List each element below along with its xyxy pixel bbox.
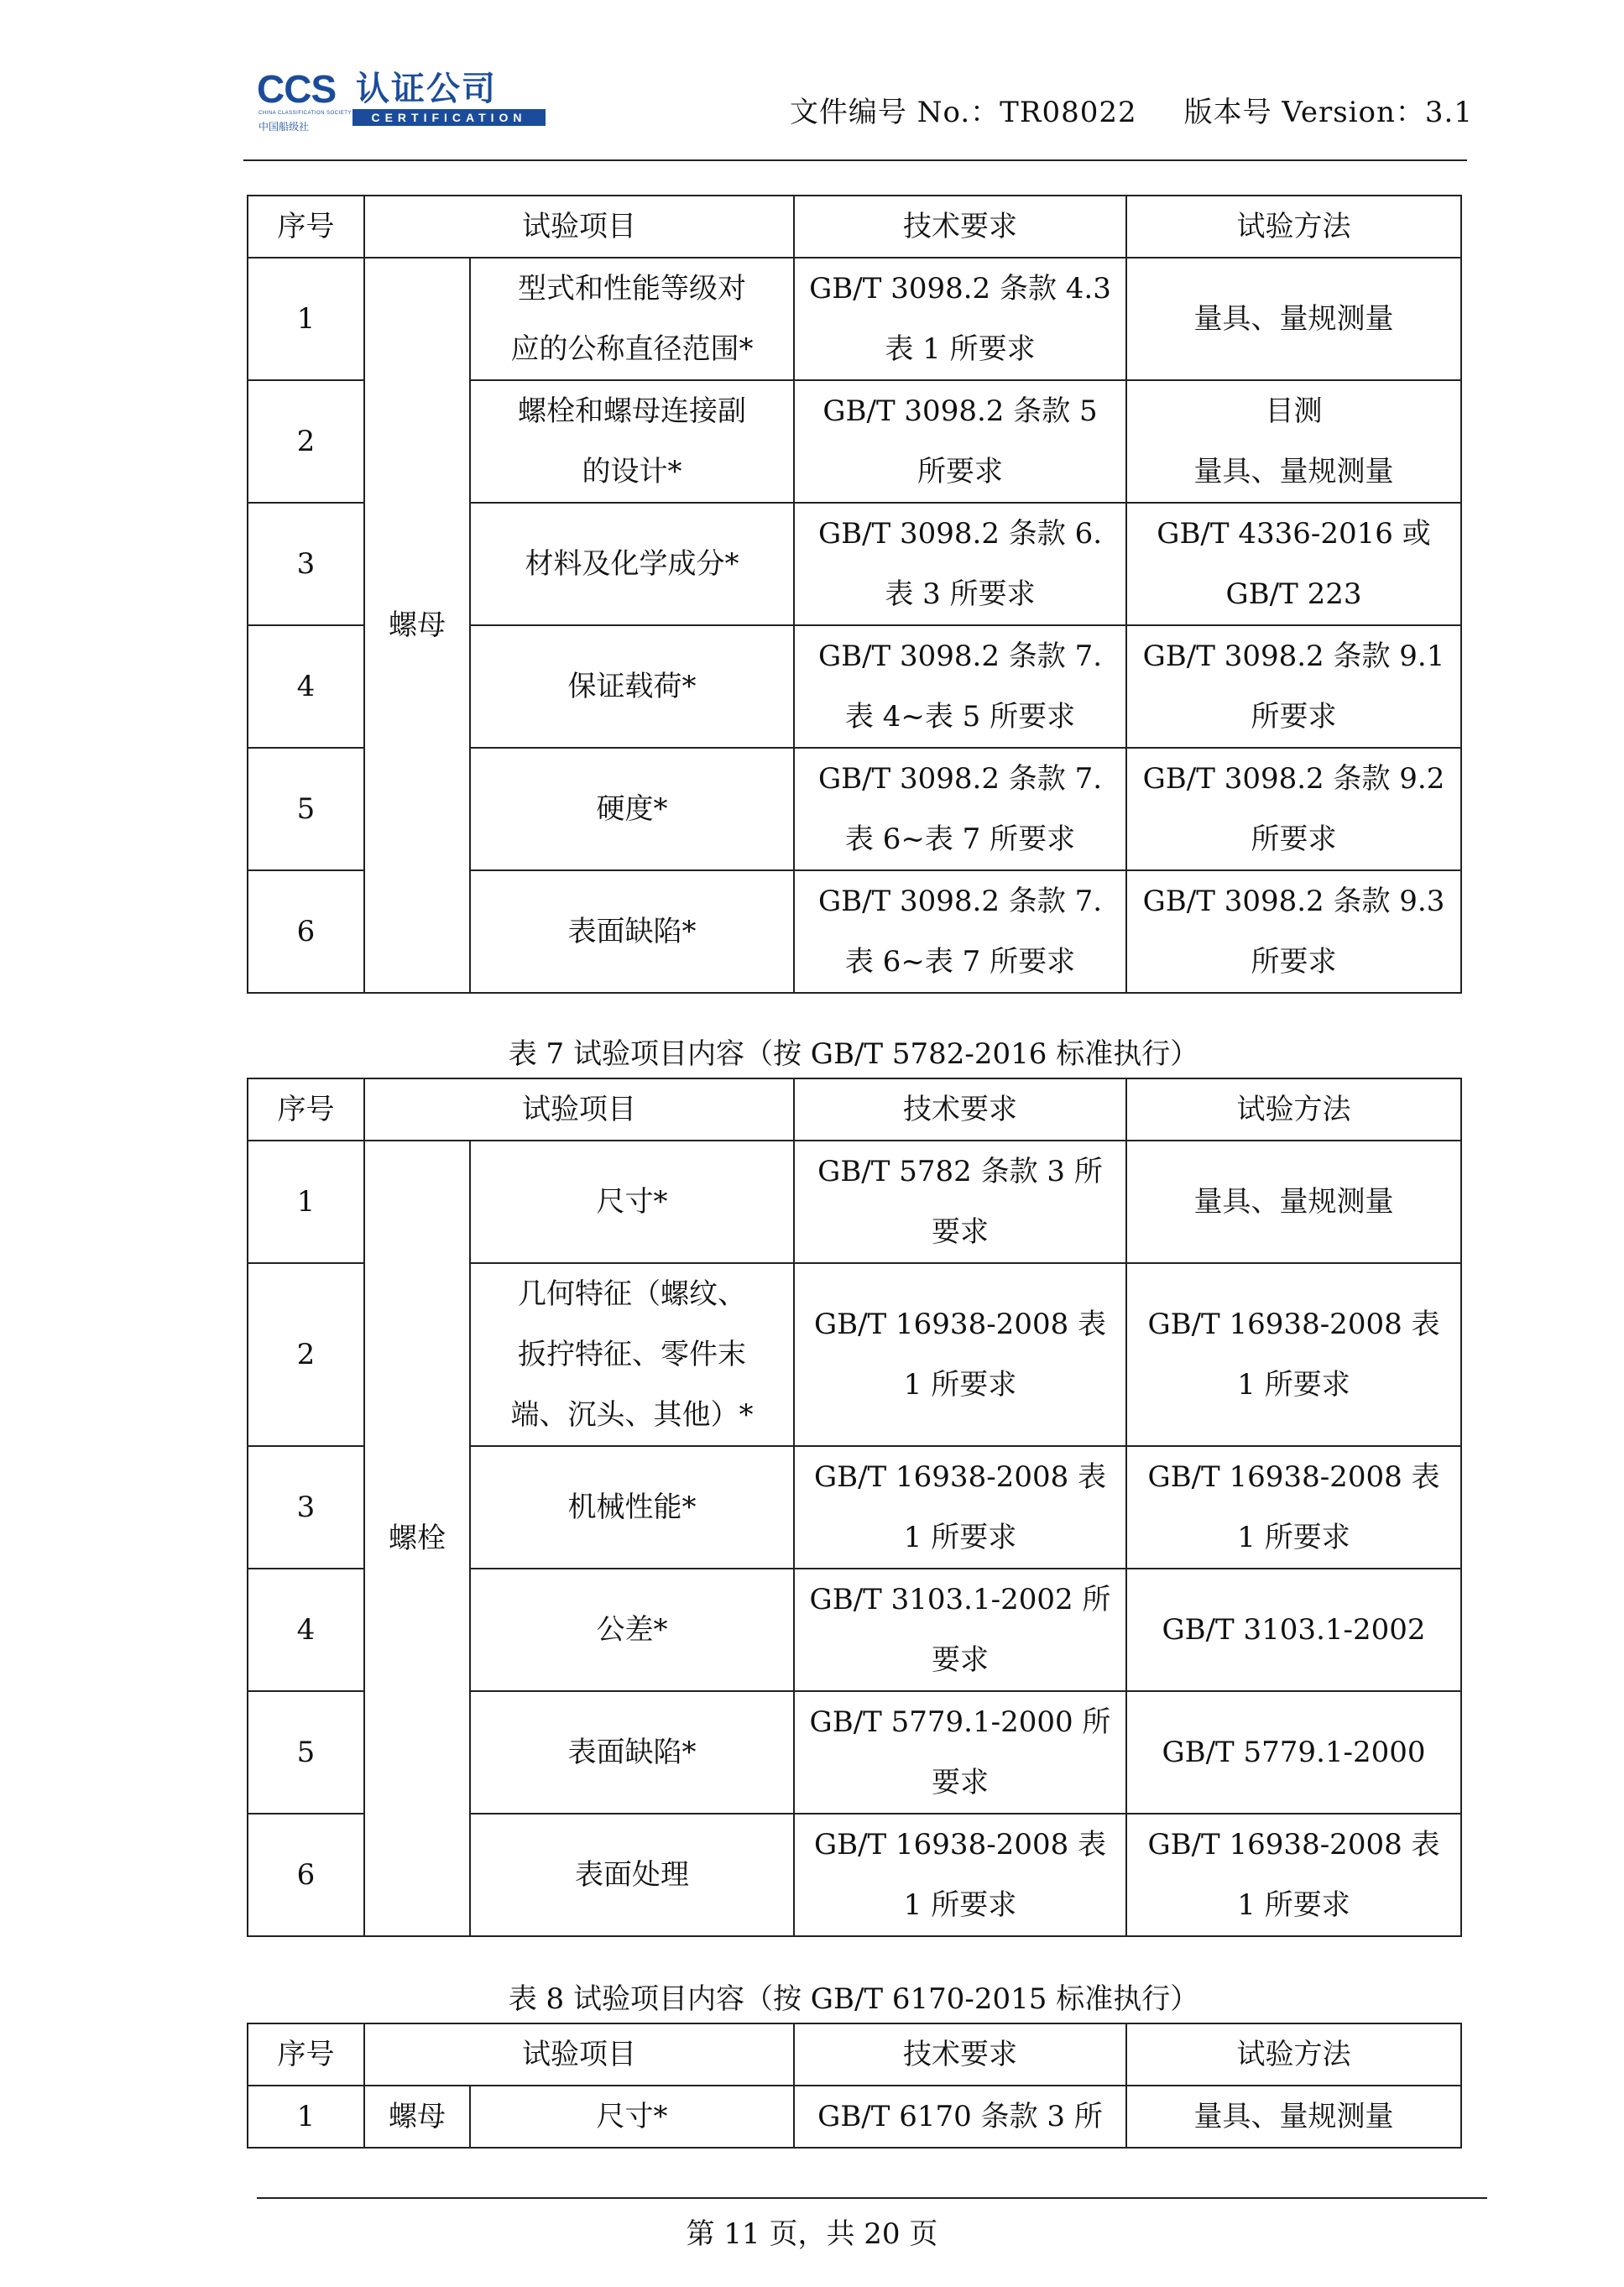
cell-method — [1126, 748, 1461, 870]
cell-method — [1126, 870, 1461, 993]
cell-line: 保证载荷* — [567, 670, 697, 703]
cell-method — [1126, 1691, 1461, 1814]
cell-item — [470, 258, 794, 380]
cell-method — [1126, 1814, 1461, 1936]
cell-line: 螺栓和螺母连接副 — [518, 394, 746, 428]
header-item: 试验项目 — [364, 2023, 794, 2086]
cell-seq: 5 — [248, 1691, 364, 1814]
header-method: 试验方法 — [1126, 196, 1461, 258]
cell-line: GB/T 5779.1-2000 — [1162, 1736, 1426, 1769]
cell-line: GB/T 16938-2008 表 — [1147, 1460, 1440, 1494]
cell-seq: 6 — [248, 1814, 364, 1936]
cell-line: GB/T 3103.1-2002 所 — [809, 1583, 1111, 1616]
cell-item — [470, 1141, 794, 1263]
cell-line: 端、沉头、其他）* — [510, 1398, 754, 1432]
cell-tech — [794, 1263, 1126, 1446]
cell-line: GB/T 3098.2 条款 6. — [817, 517, 1103, 551]
cell-item — [470, 1691, 794, 1814]
cell-seq: 6 — [248, 870, 364, 993]
cell-item — [470, 870, 794, 993]
header-seq: 序号 — [248, 1078, 364, 1141]
cell-line: 要求 — [932, 1643, 989, 1677]
cell-line: 要求 — [932, 1766, 989, 1799]
cell-item — [470, 2086, 794, 2148]
header-method: 试验方法 — [1126, 2023, 1461, 2086]
cell-line: GB/T 3098.2 条款 7. — [817, 640, 1103, 673]
document-header — [790, 89, 1473, 130]
cell-line: 表 6~表 7 所要求 — [844, 945, 1076, 979]
cell-line: 1 所要求 — [903, 1521, 1017, 1554]
cell-line: 所要求 — [1251, 945, 1337, 979]
cell-line: 目测 — [1265, 394, 1323, 428]
cell-line: 1 所要求 — [1237, 1888, 1350, 1922]
header-seq: 序号 — [248, 2023, 364, 2086]
cell-line: 1 所要求 — [903, 1888, 1017, 1922]
cell-group: 螺母 — [364, 258, 470, 993]
logo-cn-text: 认证公司 — [356, 70, 497, 108]
cell-line: GB/T 3098.2 条款 4.3 — [809, 272, 1111, 305]
cell-seq: 4 — [248, 1569, 364, 1691]
cell-tech — [794, 503, 1126, 625]
table-header-row — [248, 2023, 1461, 2086]
header-tech: 技术要求 — [794, 2023, 1126, 2086]
cell-tech — [794, 1446, 1126, 1569]
cell-tech — [794, 1141, 1126, 1263]
cell-tech — [794, 1691, 1126, 1814]
cell-line: GB/T 16938-2008 表 — [813, 1308, 1107, 1341]
cell-line: 扳拧特征、零件末 — [518, 1338, 746, 1371]
cell-tech — [794, 625, 1126, 748]
table-row — [248, 2086, 1461, 2148]
cell-seq: 2 — [248, 380, 364, 503]
table8-caption: 表 8 试验项目内容（按 GB/T 6170-2015 标准执行） — [508, 1982, 1199, 2016]
document-version: 版本号 Version：3.1 — [1183, 96, 1473, 129]
cell-tech — [794, 258, 1126, 380]
cell-line: GB/T 16938-2008 表 — [1147, 1308, 1440, 1341]
cell-item — [470, 1263, 794, 1446]
cell-line: 表面缺陷* — [567, 915, 697, 948]
cell-item — [470, 503, 794, 625]
cell-item — [470, 1569, 794, 1691]
cell-line: 要求 — [932, 1215, 989, 1249]
document-number: 文件编号 No.：TR08022 — [789, 96, 1137, 129]
cell-seq: 4 — [248, 625, 364, 748]
footer-rule — [257, 2197, 1487, 2199]
cell-line: GB/T 223 — [1225, 577, 1362, 611]
cell-line: 量具、量规测量 — [1193, 1185, 1394, 1219]
cell-line: GB/T 6170 条款 3 所 — [817, 2100, 1103, 2133]
cell-line: 1 所要求 — [903, 1368, 1017, 1402]
cell-item — [470, 380, 794, 503]
logo-ccs-text: CCS — [257, 67, 337, 111]
table7-caption: 表 7 试验项目内容（按 GB/T 5782-2016 标准执行） — [508, 1037, 1199, 1071]
ccs-logo — [257, 67, 546, 133]
cell-line: 所要求 — [1251, 822, 1337, 856]
cell-line: 表面处理 — [575, 1858, 689, 1892]
page-number: 第 11 页，共 20 页 — [686, 2217, 938, 2251]
cell-line: 表 6~表 7 所要求 — [844, 822, 1076, 856]
cell-item — [470, 1814, 794, 1936]
cell-method — [1126, 625, 1461, 748]
logo-certification-bar: CERTIFICATION — [352, 109, 546, 126]
cell-line: GB/T 3098.2 条款 9.1 — [1142, 640, 1445, 673]
cell-method — [1126, 1141, 1461, 1263]
cell-method — [1126, 1263, 1461, 1446]
cell-line: GB/T 4336-2016 或 — [1157, 517, 1431, 551]
cell-line: 型式和性能等级对 — [518, 272, 746, 305]
cell-line: 表 4~表 5 所要求 — [844, 700, 1076, 734]
cell-seq: 1 — [248, 258, 364, 380]
cell-group: 螺母 — [364, 2086, 470, 2148]
logo-society-text: CHINA CLASSIFICATION SOCIETY — [258, 111, 352, 116]
cell-line: GB/T 5782 条款 3 所 — [817, 1155, 1103, 1188]
cell-item — [470, 625, 794, 748]
cell-seq: 1 — [248, 2086, 364, 2148]
cell-line: GB/T 5779.1-2000 所 — [809, 1705, 1111, 1739]
cell-line: GB/T 3098.2 条款 9.2 — [1142, 762, 1445, 796]
cell-tech — [794, 870, 1126, 993]
header-tech: 技术要求 — [794, 196, 1126, 258]
cell-line: 公差* — [596, 1613, 668, 1647]
cell-seq: 1 — [248, 1141, 364, 1263]
logo-society-cn-text: 中国船级社 — [258, 121, 310, 133]
header-rule — [243, 159, 1467, 161]
cell-method — [1126, 503, 1461, 625]
table-header-row — [248, 196, 1461, 258]
cell-item — [470, 1446, 794, 1569]
header-item: 试验项目 — [364, 1078, 794, 1141]
cell-line: 材料及化学成分* — [525, 547, 739, 581]
cell-tech — [794, 1569, 1126, 1691]
cell-tech — [794, 1814, 1126, 1936]
cell-line: GB/T 3098.2 条款 7. — [817, 885, 1103, 918]
cell-line: 硬度* — [596, 792, 668, 826]
cell-method — [1126, 258, 1461, 380]
cell-item — [470, 748, 794, 870]
cell-tech — [794, 748, 1126, 870]
table-nut-continued — [247, 195, 1462, 994]
cell-line: 应的公称直径范围* — [510, 332, 754, 366]
cell-seq: 5 — [248, 748, 364, 870]
table8 — [247, 2023, 1462, 2149]
header-method: 试验方法 — [1126, 1078, 1461, 1141]
cell-line: GB/T 16938-2008 表 — [1147, 1828, 1440, 1861]
cell-line: 量具、量规测量 — [1193, 302, 1394, 336]
table-row — [248, 258, 1461, 380]
cell-line: 的设计* — [582, 455, 682, 488]
cell-tech — [794, 380, 1126, 503]
cell-line: GB/T 16938-2008 表 — [813, 1460, 1107, 1494]
cell-line: 表面缺陷* — [567, 1736, 697, 1769]
cell-line: GB/T 3098.2 条款 7. — [817, 762, 1103, 796]
cell-line: GB/T 3098.2 条款 9.3 — [1142, 885, 1445, 918]
cell-line: GB/T 3103.1-2002 — [1162, 1613, 1426, 1647]
cell-group: 螺栓 — [364, 1141, 470, 1936]
cell-method — [1126, 1446, 1461, 1569]
header-tech: 技术要求 — [794, 1078, 1126, 1141]
table-header-row — [248, 1078, 1461, 1141]
table7 — [247, 1078, 1462, 1937]
cell-line: 机械性能* — [567, 1491, 697, 1524]
cell-method — [1126, 2086, 1461, 2148]
cell-method — [1126, 380, 1461, 503]
cell-line: GB/T 3098.2 条款 5 — [822, 394, 1098, 428]
cell-line: 1 所要求 — [1237, 1521, 1350, 1554]
cell-line: 1 所要求 — [1237, 1368, 1350, 1402]
cell-line: 尺寸* — [596, 2100, 668, 2133]
cell-line: 量具、量规测量 — [1193, 2100, 1394, 2133]
cell-line: 表 3 所要求 — [885, 577, 1036, 611]
header-seq: 序号 — [248, 196, 364, 258]
cell-line: 量具、量规测量 — [1193, 455, 1394, 488]
cell-line: 表 1 所要求 — [885, 332, 1036, 366]
table-row — [248, 1141, 1461, 1263]
cell-line: GB/T 16938-2008 表 — [813, 1828, 1107, 1861]
cell-line: 尺寸* — [596, 1185, 668, 1219]
cell-seq: 2 — [248, 1263, 364, 1446]
cell-seq: 3 — [248, 503, 364, 625]
cell-method — [1126, 1569, 1461, 1691]
cell-seq: 3 — [248, 1446, 364, 1569]
cell-line: 所要求 — [917, 455, 1003, 488]
header-item: 试验项目 — [364, 196, 794, 258]
cell-tech — [794, 2086, 1126, 2148]
cell-line: 所要求 — [1251, 700, 1337, 734]
cell-line: 几何特征（螺纹、 — [518, 1277, 746, 1311]
